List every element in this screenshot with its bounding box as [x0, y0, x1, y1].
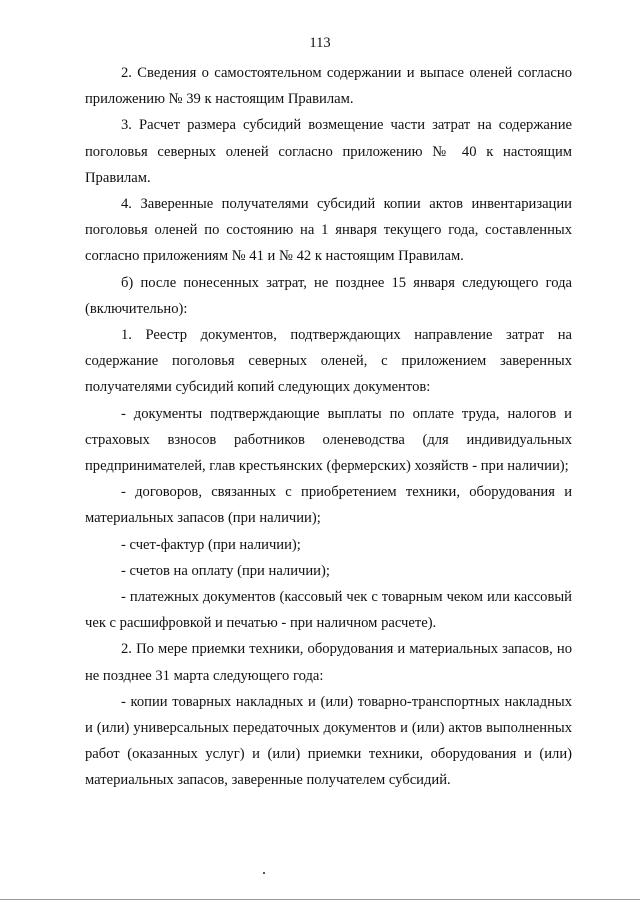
paragraph-bullet-payment-bills: - счетов на оплату (при наличии);	[121, 562, 330, 579]
paragraph-item-2-info: 2. Сведения о самостоятельном содержании и выпасе оленей согласно приложению № 39 к настоящим Правилам.	[85, 65, 572, 108]
paragraph-item-4-inventory-acts: 4. Заверенные получателями субсидий копии актов инвентаризации поголовья оленей по состоянию на 1 января текущего года, составленных согласно приложениям № 41 и № 42 к настоящим Правилам.	[85, 196, 572, 265]
paragraph-item-2-acceptance: 2. По мере приемки техники, оборудования и материальных запасов, но не позднее 31 марта следующего года:	[85, 641, 572, 684]
paragraph-bullet-invoices: - счет-фактур (при наличии);	[121, 536, 301, 553]
document-body	[85, 60, 572, 794]
paragraph-bullet-contracts: - договоров, связанных с приобретением техники, оборудования и материальных запасов (при наличии);	[85, 484, 572, 527]
paragraph-bullet-delivery-notes: - копии товарных накладных и (или) товарно-транспортных накладных и (или) универсальных передаточных документов и (или) актов выполненных работ (оказанных услуг) и (или) приемки техники, оборудования и (или) материальных запасов, заверенные получателем субсидий.	[85, 693, 572, 789]
scan-artifact-dot	[263, 872, 265, 874]
paragraph-bullet-payroll-docs: - документы подтверждающие выплаты по оплате труда, налогов и страховых взносов работников оленеводства (для индивидуальных предпринимателей, глав крестьянских (фермерских) хозяйств - при наличии);	[85, 405, 572, 475]
paragraph-bullet-payment-documents: - платежных документов (кассовый чек с товарным чеком или кассовый чек с расшифровкой и печатью - при наличном расчете).	[85, 589, 572, 632]
page-number: 113	[309, 35, 331, 51]
page-bottom-edge	[0, 899, 640, 900]
paragraph-item-3-calculation: 3. Расчет размера субсидий возмещение части затрат на содержание поголовья северных оленей согласно приложению № 40 к настоящим Правилам.	[85, 117, 572, 186]
paragraph-subsection-b: б) после понесенных затрат, не позднее 15 января следующего года (включительно):	[85, 274, 572, 317]
paragraph-item-1-registry: 1. Реестр документов, подтверждающих направление затрат на содержание поголовья северных оленей, с приложением заверенных получателями субсидий копий следующих документов:	[85, 327, 572, 396]
